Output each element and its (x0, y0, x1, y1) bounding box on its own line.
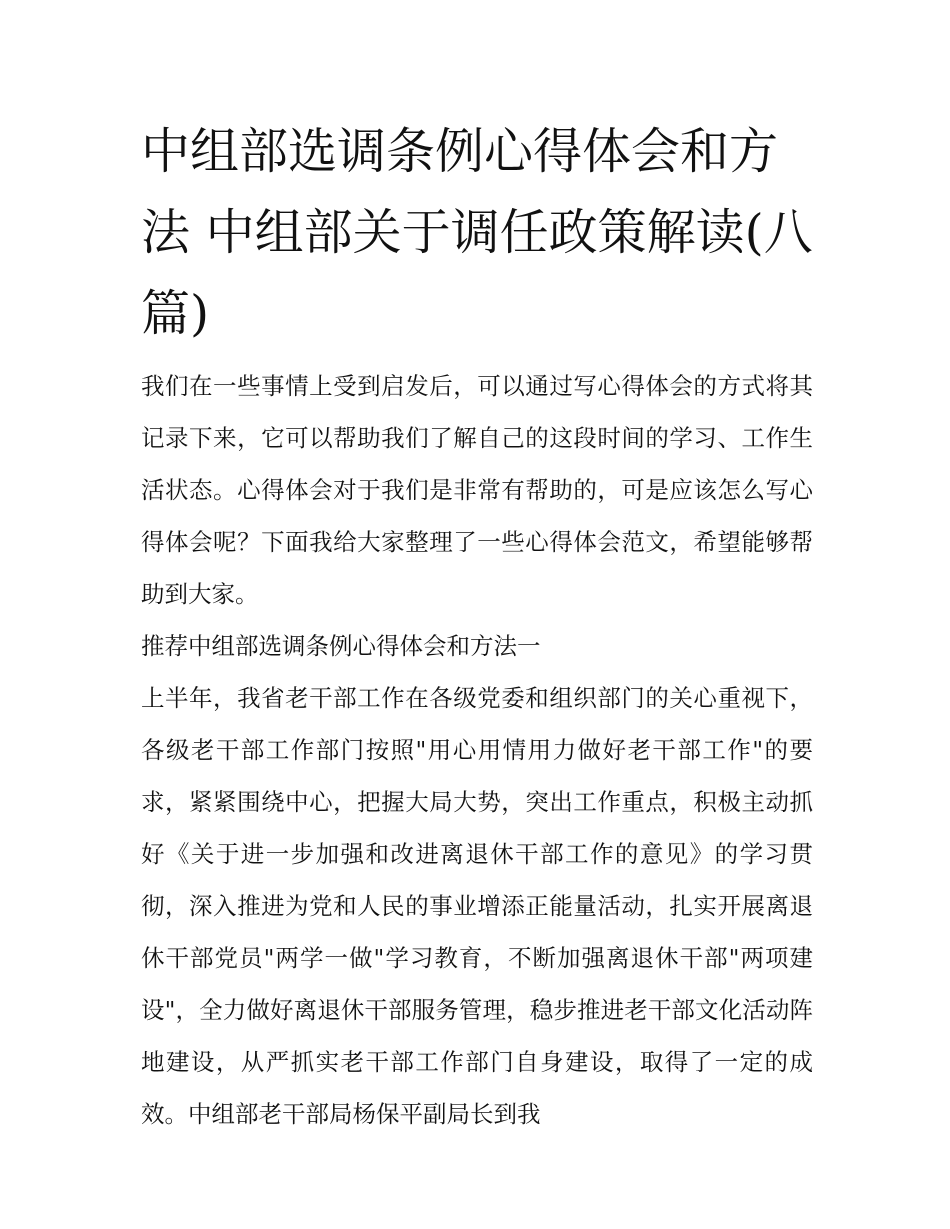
body-paragraph: 上半年，我省老干部工作在各级党委和组织部门的关心重视下，各级老干部工作部门按照"用心用情用力做好老干部工作"的要求，紧紧围绕中心，把握大局大势，突出工作重点，积极主动抓好《关于进一步加强和改进离退休干部工作的意见》的学习贯彻，深入推进为党和人民的事业增添正能量活动，扎实开展离退休干部党员"两学一做"学习教育，不断加强离退休干部"两项建设"，全力做好离退休干部服务管理，稳步推进老干部文化活动阵地建设，从严抓实老干部工作部门自身建设，取得了一定的成效。中组部老干部局杨保平副局长到我 (141, 684, 813, 1128)
document-title: 中组部选调条例心得体会和方法 中组部关于调任政策解读(八篇) (141, 123, 813, 342)
section-heading: 推荐中组部选调条例心得体会和方法一 (141, 632, 541, 660)
intro-paragraph: 我们在一些事情上受到启发后，可以通过写心得体会的方式将其记录下来，它可以帮助我们了解自己的这段时间的学习、工作生活状态。心得体会对于我们是非常有帮助的，可是应该怎么写心得体会呢？下面我给大家整理了一些心得体会范文，希望能够帮助到大家。 (141, 372, 813, 608)
document-content (141, 111, 813, 1140)
